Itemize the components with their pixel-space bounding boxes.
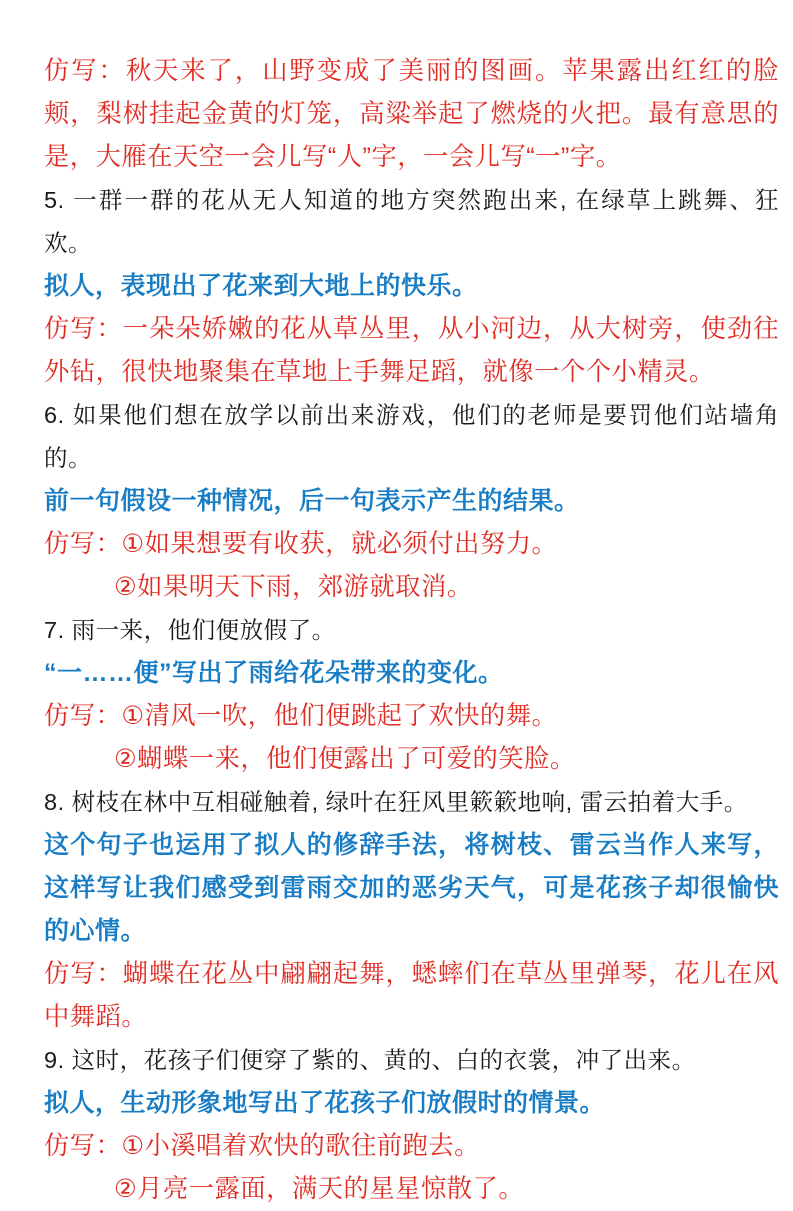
item-7 bbox=[44, 609, 779, 781]
item6-imitation-2: ②如果明天下雨，郊游就取消。 bbox=[114, 573, 473, 601]
item6-sentence: 6. 如果他们想在放学以前出来游戏，他们的老师是要罚他们站墙角的。 bbox=[44, 402, 779, 471]
item8-analysis: 这个句子也运用了拟人的修辞手法，将树枝、雷云当作人来写，这样写让我们感受到雷雨交加的恶劣天气，可是花孩子却很愉快的心情。 bbox=[44, 831, 779, 945]
item8-imitation: 仿写：蝴蝶在花丛中翩翩起舞，蟋蟀们在草丛里弹琴，花儿在风中舞蹈。 bbox=[44, 960, 779, 1031]
item7-analysis: “一……便”写出了雨给花朵带来的变化。 bbox=[44, 659, 504, 687]
item5-sentence: 5. 一群一群的花从无人知道的地方突然跑出来, 在绿草上跳舞、狂欢。 bbox=[44, 187, 779, 256]
item9-imitation-1: 仿写：①小溪唱着欢快的歌往前跑去。 bbox=[44, 1132, 480, 1160]
item7-sentence: 7. 雨一来，他们便放假了。 bbox=[44, 617, 336, 643]
item6-analysis: 前一句假设一种情况，后一句表示产生的结果。 bbox=[44, 487, 580, 515]
item7-imitation-1: 仿写：①清风一吹，他们便跳起了欢快的舞。 bbox=[44, 702, 558, 730]
item5-analysis: 拟人，表现出了花来到大地上的快乐。 bbox=[44, 272, 478, 300]
item6-imitation-1: 仿写：①如果想要有收获，就必须付出努力。 bbox=[44, 530, 558, 558]
item9-imitation-2: ②月亮一露面，满天的星星惊散了。 bbox=[114, 1175, 525, 1203]
item-5 bbox=[44, 179, 779, 394]
item-8 bbox=[44, 781, 779, 1039]
item9-analysis: 拟人，生动形象地写出了花孩子们放假时的情景。 bbox=[44, 1089, 606, 1117]
item-9 bbox=[44, 1039, 779, 1211]
item-6 bbox=[44, 394, 779, 609]
item9-sentence: 9. 这时，花孩子们便穿了紫的、黄的、白的衣裳，冲了出来。 bbox=[44, 1047, 696, 1073]
item8-sentence: 8. 树枝在林中互相碰触着, 绿叶在狂风里簌簌地响, 雷云拍着大手。 bbox=[44, 789, 748, 815]
item5-imitation: 仿写：一朵朵娇嫩的花从草丛里，从小河边，从大树旁，使劲往外钻，很快地聚集在草地上手舞足蹈，就像一个个小精灵。 bbox=[44, 315, 779, 386]
item7-imitation-2: ②蝴蝶一来，他们便露出了可爱的笑脸。 bbox=[114, 745, 576, 773]
item4-imitation-paragraph: 仿写：秋天来了，山野变成了美丽的图画。苹果露出红红的脸颊，梨树挂起金黄的灯笼，高粱举起了燃烧的火把。最有意思的是，大雁在天空一会儿写“人”字，一会儿写“一”字。 bbox=[44, 57, 779, 171]
